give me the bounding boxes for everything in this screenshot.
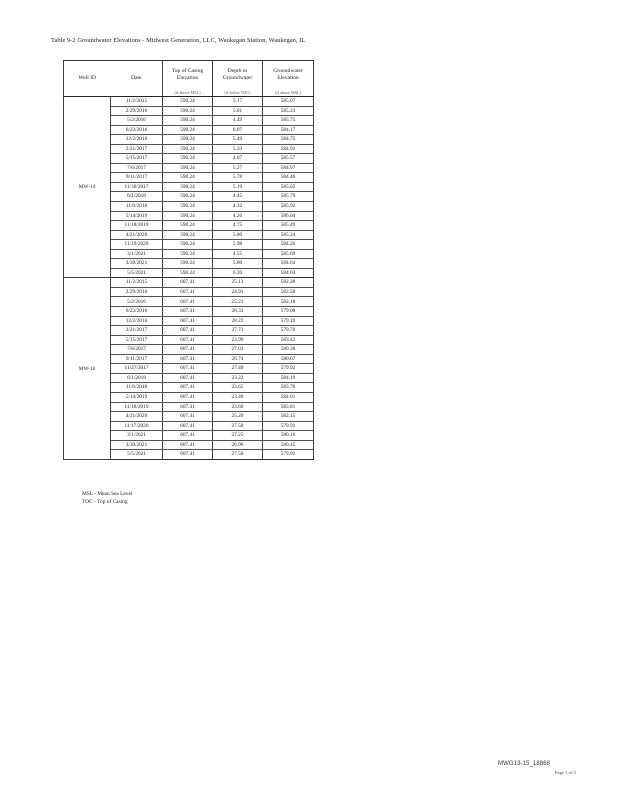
date-cell: 9/11/2017 — [111, 173, 163, 183]
toc-elevation-cell: 590.24 — [163, 154, 213, 164]
date-cell: 7/6/2017 — [111, 345, 163, 355]
table-row — [64, 97, 314, 107]
depth-to-groundwater-cell: 4.32 — [213, 202, 263, 212]
date-cell: 5/15/2017 — [111, 335, 163, 345]
groundwater-elevation-cell: 582.18 — [263, 297, 314, 307]
depth-to-groundwater-cell: 27.49 — [213, 364, 263, 374]
toc-elevation-cell: 590.24 — [163, 249, 213, 259]
toc-elevation-cell: 607.41 — [163, 326, 213, 336]
date-cell: 9/11/2017 — [111, 354, 163, 364]
well-id-cell: MW-16 — [64, 278, 111, 459]
well-id-cell: MW-14 — [64, 97, 111, 278]
date-cell: 11/18/2019 — [111, 221, 163, 231]
groundwater-elevation-cell: 580.67 — [263, 354, 314, 364]
depth-to-groundwater-cell: 27.03 — [213, 345, 263, 355]
toc-elevation-cell: 590.24 — [163, 116, 213, 126]
toc-elevation-cell: 590.24 — [163, 211, 213, 221]
column-header-top-of-casing: Top of Casing Elevation — [163, 61, 213, 89]
groundwater-elevation-cell: 579.91 — [263, 421, 314, 431]
table-notes — [82, 491, 132, 506]
depth-to-groundwater-cell: 4.55 — [213, 249, 263, 259]
toc-elevation-cell: 590.24 — [163, 202, 213, 212]
date-cell: 2/29/2016 — [111, 287, 163, 297]
groundwater-elevation-cell: 585.24 — [263, 230, 314, 240]
depth-to-groundwater-cell: 5.49 — [213, 135, 263, 145]
table-row — [64, 278, 314, 288]
date-cell: 11/2/2015 — [111, 278, 163, 288]
date-cell: 11/30/2017 — [111, 182, 163, 192]
toc-elevation-cell: 607.41 — [163, 450, 213, 460]
depth-to-groundwater-cell: 23.40 — [213, 392, 263, 402]
groundwater-elevation-cell: 579.92 — [263, 364, 314, 374]
date-cell: 6/23/2016 — [111, 125, 163, 135]
toc-elevation-cell: 607.41 — [163, 354, 213, 364]
groundwater-elevation-cell: 585.92 — [263, 202, 314, 212]
page-number: Page 1 of 3 — [555, 770, 576, 775]
depth-to-groundwater-cell: 5.00 — [213, 230, 263, 240]
document-id: MWG13-15_18868 — [498, 761, 551, 767]
depth-to-groundwater-cell: 23.22 — [213, 373, 263, 383]
groundwater-elevation-cell: 584.97 — [263, 163, 314, 173]
groundwater-elevation-cell: 584.26 — [263, 240, 314, 250]
toc-elevation-cell: 590.24 — [163, 268, 213, 278]
groundwater-elevation-cell: 579.08 — [263, 307, 314, 317]
groundwater-elevation-cell: 585.79 — [263, 192, 314, 202]
groundwater-elevation-cell: 584.91 — [263, 144, 314, 154]
groundwater-elevation-cell: 585.69 — [263, 249, 314, 259]
groundwater-elevation-cell: 585.05 — [263, 182, 314, 192]
groundwater-elevation-cell: 579.19 — [263, 316, 314, 326]
depth-to-groundwater-cell: 26.96 — [213, 440, 263, 450]
groundwater-elevation-cell: 584.75 — [263, 135, 314, 145]
toc-elevation-cell: 607.41 — [163, 335, 213, 345]
toc-elevation-cell: 590.24 — [163, 144, 213, 154]
toc-elevation-cell: 607.41 — [163, 345, 213, 355]
groundwater-elevation-cell: 584.46 — [263, 173, 314, 183]
depth-to-groundwater-cell: 5.78 — [213, 173, 263, 183]
toc-elevation-cell: 590.24 — [163, 259, 213, 269]
toc-elevation-cell: 607.41 — [163, 364, 213, 374]
groundwater-elevation-cell: 585.07 — [263, 97, 314, 107]
date-cell: 6/1/2018 — [111, 373, 163, 383]
date-cell: 5/2/2016 — [111, 297, 163, 307]
groundwater-elevation-cell: 583.42 — [263, 335, 314, 345]
depth-to-groundwater-cell: 26.74 — [213, 354, 263, 364]
toc-elevation-cell: 607.41 — [163, 297, 213, 307]
groundwater-elevation-cell: 582.15 — [263, 412, 314, 422]
groundwater-elevation-cell: 580.38 — [263, 345, 314, 355]
groundwater-elevation-cell: 584.64 — [263, 259, 314, 269]
date-cell: 12/2/2016 — [111, 135, 163, 145]
groundwater-elevation-cell: 584.17 — [263, 125, 314, 135]
toc-elevation-cell: 590.24 — [163, 97, 213, 107]
date-cell: 7/6/2017 — [111, 163, 163, 173]
date-cell: 12/2/2016 — [111, 316, 163, 326]
toc-elevation-cell: 590.24 — [163, 221, 213, 231]
toc-elevation-cell: 607.41 — [163, 421, 213, 431]
groundwater-elevation-cell: 584.01 — [263, 392, 314, 402]
depth-to-groundwater-cell: 4.20 — [213, 211, 263, 221]
groundwater-elevation-cell: 580.16 — [263, 431, 314, 441]
date-cell: 3/1/2021 — [111, 249, 163, 259]
depth-to-groundwater-cell: 23.60 — [213, 402, 263, 412]
depth-to-groundwater-cell: 4.67 — [213, 154, 263, 164]
depth-to-groundwater-cell: 5.17 — [213, 97, 263, 107]
toc-elevation-cell: 590.24 — [163, 182, 213, 192]
date-cell: 6/1/2018 — [111, 192, 163, 202]
depth-to-groundwater-cell: 6.07 — [213, 125, 263, 135]
table-body — [64, 97, 314, 460]
depth-to-groundwater-cell: 4.49 — [213, 116, 263, 126]
date-cell: 4/21/2020 — [111, 412, 163, 422]
date-cell: 5/15/2017 — [111, 154, 163, 164]
depth-to-groundwater-cell: 4.45 — [213, 192, 263, 202]
column-header-depth-to-groundwater: Depth to Groundwater — [213, 61, 263, 89]
groundwater-elevation-cell: 584.04 — [263, 268, 314, 278]
toc-elevation-cell: 607.41 — [163, 287, 213, 297]
groundwater-elevation-cell: 584.19 — [263, 373, 314, 383]
toc-elevation-cell: 607.41 — [163, 412, 213, 422]
toc-elevation-cell: 590.24 — [163, 173, 213, 183]
table-title: Table 9-2 Groundwater Elevations - Midwest Generation, LLC, Waukegan Station, Waukegan, IL — [51, 37, 306, 44]
column-header-date: Date — [111, 61, 163, 97]
date-cell: 2/29/2016 — [111, 106, 163, 116]
groundwater-elevation-cell: 582.50 — [263, 287, 314, 297]
depth-to-groundwater-cell: 27.25 — [213, 431, 263, 441]
depth-to-groundwater-cell: 28.22 — [213, 316, 263, 326]
units-toc: (ft above MSL) — [163, 88, 213, 97]
toc-elevation-cell: 590.24 — [163, 125, 213, 135]
depth-to-groundwater-cell: 6.20 — [213, 268, 263, 278]
toc-elevation-cell: 607.41 — [163, 278, 213, 288]
toc-elevation-cell: 590.24 — [163, 163, 213, 173]
toc-elevation-cell: 607.41 — [163, 316, 213, 326]
toc-elevation-cell: 590.24 — [163, 192, 213, 202]
depth-to-groundwater-cell: 5.98 — [213, 240, 263, 250]
toc-elevation-cell: 590.24 — [163, 135, 213, 145]
toc-elevation-cell: 607.41 — [163, 373, 213, 383]
date-cell: 6/23/2016 — [111, 307, 163, 317]
date-cell: 11/17/2020 — [111, 421, 163, 431]
depth-to-groundwater-cell: 28.33 — [213, 307, 263, 317]
date-cell: 11/2/2015 — [111, 97, 163, 107]
groundwater-elevation-table — [63, 60, 314, 460]
depth-to-groundwater-cell: 5.01 — [213, 106, 263, 116]
date-cell: 5/5/2021 — [111, 450, 163, 460]
date-cell: 11/27/2017 — [111, 364, 163, 374]
groundwater-elevation-cell: 583.76 — [263, 383, 314, 393]
depth-to-groundwater-cell: 25.13 — [213, 278, 263, 288]
groundwater-elevation-cell: 580.45 — [263, 440, 314, 450]
toc-elevation-cell: 607.41 — [163, 392, 213, 402]
units-gw: (ft above MSL) — [263, 88, 314, 97]
date-cell: 4/21/2020 — [111, 230, 163, 240]
toc-elevation-cell: 607.41 — [163, 307, 213, 317]
groundwater-elevation-cell: 585.23 — [263, 106, 314, 116]
toc-elevation-cell: 607.41 — [163, 383, 213, 393]
note-toc: TOC - Top of Casing — [82, 498, 128, 505]
depth-to-groundwater-cell: 24.91 — [213, 287, 263, 297]
toc-elevation-cell: 590.24 — [163, 230, 213, 240]
depth-to-groundwater-cell: 27.50 — [213, 421, 263, 431]
date-cell: 11/18/2019 — [111, 402, 163, 412]
depth-to-groundwater-cell: 5.27 — [213, 163, 263, 173]
column-header-well-id: Well ID — [64, 61, 111, 97]
groundwater-elevation-cell: 585.57 — [263, 154, 314, 164]
toc-elevation-cell: 607.41 — [163, 431, 213, 441]
depth-to-groundwater-cell: 4.75 — [213, 221, 263, 231]
date-cell: 5/14/2019 — [111, 211, 163, 221]
date-cell: 5/14/2019 — [111, 392, 163, 402]
toc-elevation-cell: 590.24 — [163, 106, 213, 116]
depth-to-groundwater-cell: 25.23 — [213, 297, 263, 307]
date-cell: 11/19/2020 — [111, 240, 163, 250]
toc-elevation-cell: 590.24 — [163, 240, 213, 250]
depth-to-groundwater-cell: 5.33 — [213, 144, 263, 154]
date-cell: 2/21/2017 — [111, 144, 163, 154]
date-cell: 5/2/2016 — [111, 116, 163, 126]
groundwater-elevation-cell: 586.04 — [263, 211, 314, 221]
depth-to-groundwater-cell: 5.19 — [213, 182, 263, 192]
date-cell: 3/30/2021 — [111, 259, 163, 269]
date-cell: 2/21/2017 — [111, 326, 163, 336]
groundwater-elevation-cell: 585.49 — [263, 221, 314, 231]
units-depth: (ft below TOC) — [213, 88, 263, 97]
column-header-groundwater-elevation: Groundwater Elevation — [263, 61, 314, 89]
groundwater-elevation-cell: 585.75 — [263, 116, 314, 126]
date-cell: 5/5/2021 — [111, 268, 163, 278]
depth-to-groundwater-cell: 27.71 — [213, 326, 263, 336]
groundwater-elevation-cell: 579.70 — [263, 326, 314, 336]
depth-to-groundwater-cell: 27.50 — [213, 450, 263, 460]
note-msl: MSL - Mean Sea Level — [82, 491, 133, 497]
date-cell: 3/30/2021 — [111, 440, 163, 450]
groundwater-elevation-cell: 579.91 — [263, 450, 314, 460]
date-cell: 3/1/2021 — [111, 431, 163, 441]
groundwater-elevation-cell: 583.81 — [263, 402, 314, 412]
groundwater-elevation-cell: 582.28 — [263, 278, 314, 288]
toc-elevation-cell: 607.41 — [163, 440, 213, 450]
depth-to-groundwater-cell: 23.65 — [213, 383, 263, 393]
depth-to-groundwater-cell: 23.99 — [213, 335, 263, 345]
date-cell: 11/6/2018 — [111, 202, 163, 212]
depth-to-groundwater-cell: 25.26 — [213, 412, 263, 422]
toc-elevation-cell: 607.41 — [163, 402, 213, 412]
date-cell: 11/6/2018 — [111, 383, 163, 393]
depth-to-groundwater-cell: 5.60 — [213, 259, 263, 269]
